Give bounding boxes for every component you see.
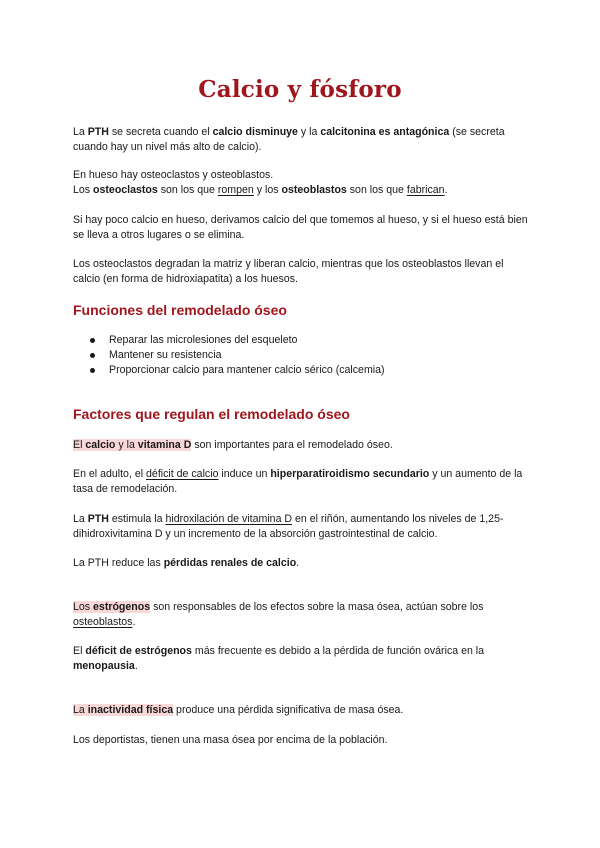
- text: en el riñón, aumentando los niveles de 1,25-dihidroxivitamina D y un incremento de la absorción gastrointestinal de calcio.: [73, 513, 504, 540]
- section-heading-factores: Factores que regulan el remodelado óseo: [73, 406, 350, 422]
- text: La: [73, 126, 88, 138]
- underlined-term: déficit de calcio: [146, 468, 219, 480]
- text: induce un: [218, 468, 271, 480]
- text-line: [73, 183, 533, 198]
- list-item: Reparar las microlesiones del esqueleto: [90, 333, 385, 348]
- bold-term: calcio: [85, 439, 116, 451]
- text: produce una pérdida significativa de masa ósea.: [173, 704, 404, 716]
- text: más frecuente es debido a la pérdida de función ovárica en la: [191, 645, 485, 657]
- list-item: Proporcionar calcio para mantener calcio sérico (calcemia): [90, 363, 385, 378]
- bold-term: menopausia: [73, 660, 135, 672]
- text: .: [132, 616, 136, 628]
- section-heading-funciones: Funciones del remodelado óseo: [73, 302, 287, 318]
- highlighted-phrase: [73, 439, 191, 451]
- text: y los: [253, 184, 282, 196]
- bold-term: PTH: [87, 513, 109, 525]
- paragraph-osteoclastos: [73, 168, 533, 198]
- paragraph-estrogenos: [73, 600, 533, 630]
- paragraph-pth-reduce: [73, 556, 533, 571]
- bold-term: PTH: [87, 126, 109, 138]
- bold-term: vitamina D: [137, 439, 192, 451]
- text: y la: [297, 126, 321, 138]
- text: estimula la: [108, 513, 166, 525]
- bold-term: calcitonina es antagónica: [320, 126, 450, 138]
- paragraph-poco-calcio: Si hay poco calcio en hueso, derivamos calcio del que tomemos al hueso, y si el hueso está bien se lleva a otros lugares o se elimina.: [73, 214, 528, 241]
- text: La: [73, 513, 88, 525]
- bold-term: inactividad física: [87, 704, 174, 716]
- list-item: Mantener su resistencia: [90, 348, 385, 363]
- paragraph-inactividad: [73, 703, 533, 718]
- underlined-term: hidroxilación de vitamina D: [165, 513, 293, 525]
- bold-term: déficit de estrógenos: [85, 645, 192, 657]
- text: El: [73, 645, 86, 657]
- text: La: [73, 704, 88, 716]
- paragraph-deficit-estrogenos: [73, 644, 533, 674]
- text: Los: [73, 184, 94, 196]
- text: y la: [115, 439, 138, 451]
- underlined-term: osteoblastos: [73, 616, 133, 628]
- funciones-list: [90, 333, 385, 378]
- text: son responsables de los efectos sobre la masa ósea, actúan sobre los: [150, 601, 484, 613]
- paragraph-pth: [73, 125, 533, 155]
- underlined-term: rompen: [217, 184, 254, 196]
- underlined-term: fabrican: [406, 184, 445, 196]
- text: son los que: [346, 184, 407, 196]
- text: son los que: [157, 184, 218, 196]
- text: .: [444, 184, 448, 196]
- text: (se secreta cuando hay un nivel más alto de calcio).: [73, 126, 505, 153]
- paragraph-adulto: [73, 467, 533, 497]
- text: El: [73, 439, 86, 451]
- bold-term: estrógenos: [93, 601, 151, 613]
- text: Los: [73, 601, 94, 613]
- text-line: En hueso hay osteoclastos y osteoblastos.: [73, 169, 274, 181]
- text: La PTH reduce las: [73, 557, 164, 569]
- text: En el adulto, el: [73, 468, 147, 480]
- paragraph-osteoclastos-degradan: Los osteoclastos degradan la matriz y liberan calcio, mientras que los osteoblastos llevan el calcio (en forma de hidroxiapatita) a los huesos.: [73, 258, 504, 285]
- paragraph-pth-estimula: [73, 512, 533, 542]
- paragraph-calcio-vitamina-d: [73, 438, 533, 453]
- bold-term: hiperparatiroidismo secundario: [270, 468, 430, 480]
- bold-term: osteoclastos: [93, 184, 158, 196]
- bold-term: pérdidas renales de calcio: [163, 557, 297, 569]
- text: se secreta cuando el: [108, 126, 213, 138]
- bold-term: osteoblastos: [281, 184, 347, 196]
- paragraph-deportistas: Los deportistas, tienen una masa ósea por encima de la población.: [73, 734, 388, 746]
- highlighted-phrase: [73, 704, 173, 716]
- text: .: [134, 660, 138, 672]
- highlighted-phrase: [73, 601, 150, 613]
- page-title: Calcio y fósforo: [198, 76, 402, 103]
- text: y un aumento de la tasa de remodelación.: [73, 468, 523, 495]
- text: .: [296, 557, 300, 569]
- bold-term: calcio disminuye: [212, 126, 298, 138]
- text: son importantes para el remodelado óseo.: [191, 439, 393, 451]
